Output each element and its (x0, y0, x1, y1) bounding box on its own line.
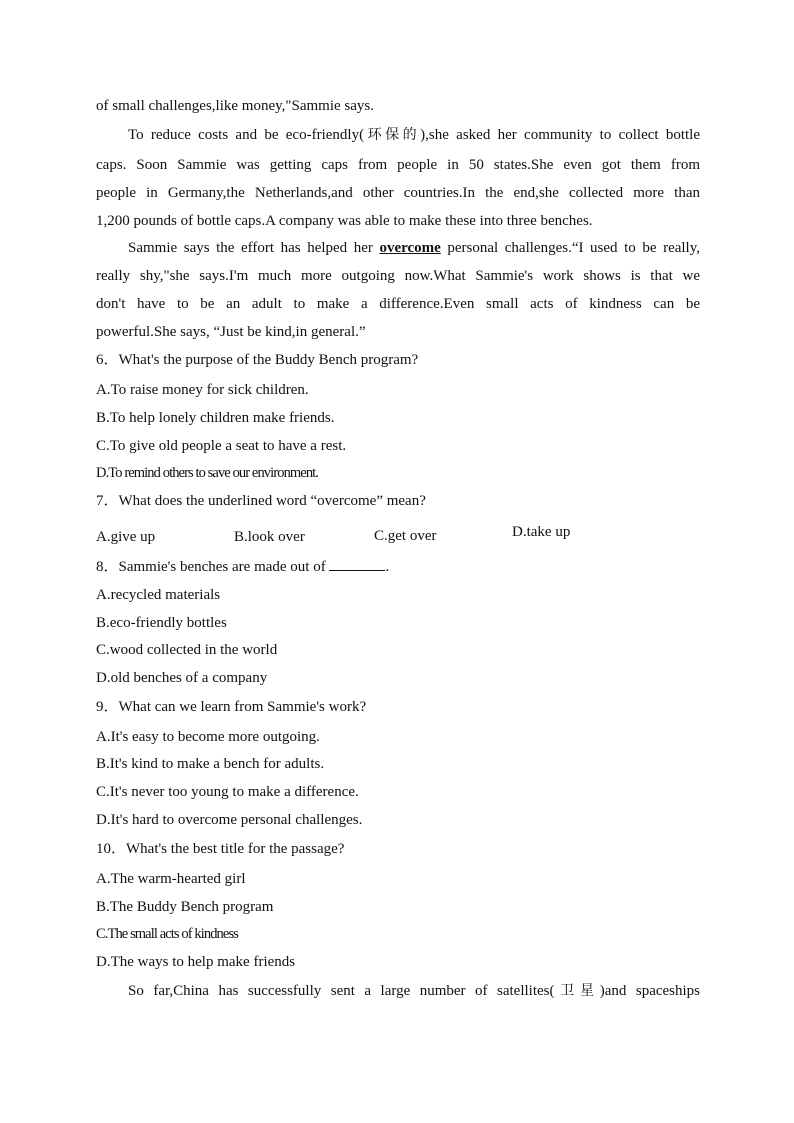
option: B.look over (234, 529, 305, 545)
option: D.The ways to help make friends (96, 954, 296, 970)
passage-line: people in Germany,the Netherlands,and other countries.In the end,she collected more than (96, 185, 700, 201)
option: C.get over (374, 528, 437, 544)
passage-line: To reduce costs and be eco-friendly(环保的),she asked her community to collect bottle (128, 127, 700, 143)
passage-line: don't have to be an adult to make a difference.Even small acts of kindness can be (96, 296, 700, 312)
option: C.wood collected in the world (96, 642, 278, 658)
option: C.It's never too young to make a difference. (96, 784, 359, 800)
answer-blank (329, 556, 385, 571)
question-stem: 9．What can we learn from Sammie's work? (96, 699, 367, 715)
option: D.It's hard to overcome personal challenges. (96, 812, 363, 828)
option: A.It's easy to become more outgoing. (96, 729, 320, 745)
passage-line: powerful.She says, “Just be kind,in general.” (96, 324, 366, 340)
option: B.It's kind to make a bench for adults. (96, 756, 325, 772)
passage-line: Sammie says the effort has helped her overcome personal challenges.“I used to be really, (128, 240, 700, 256)
option: B.eco-friendly bottles (96, 615, 227, 631)
passage-line: caps. Soon Sammie was getting caps from people in 50 states.She even got them from (96, 157, 700, 173)
passage-line: really shy,"she says.I'm much more outgoing now.What Sammie's work shows is that we (96, 268, 700, 284)
option: C.The small acts of kindness (96, 926, 238, 942)
option: A.The warm-hearted girl (96, 871, 246, 887)
passage-line: of small challenges,like money,"Sammie says. (96, 98, 375, 114)
question-stem: 6．What's the purpose of the Buddy Bench program? (96, 352, 419, 368)
passage-line: So far,China has successfully sent a large number of satellites(卫星)and spaceships (128, 983, 701, 999)
option: B.The Buddy Bench program (96, 899, 274, 915)
question-stem: 10．What's the best title for the passage? (96, 841, 345, 857)
option: D.take up (512, 524, 571, 540)
option: A.To raise money for sick children. (96, 382, 309, 398)
question-stem: 7．What does the underlined word “overcome” mean? (96, 493, 426, 509)
option: D.To remind others to save our environment. (96, 465, 319, 481)
option: B.To help lonely children make friends. (96, 410, 335, 426)
passage-line: 1,200 pounds of bottle caps.A company was able to make these into three benches. (96, 213, 593, 229)
option: C.To give old people a seat to have a rest. (96, 438, 347, 454)
underlined-word: overcome (379, 240, 441, 256)
option: A.recycled materials (96, 587, 221, 603)
option: A.give up (96, 529, 156, 545)
question-stem: 8．Sammie's benches are made out of . (96, 556, 700, 577)
option: D.old benches of a company (96, 670, 268, 686)
